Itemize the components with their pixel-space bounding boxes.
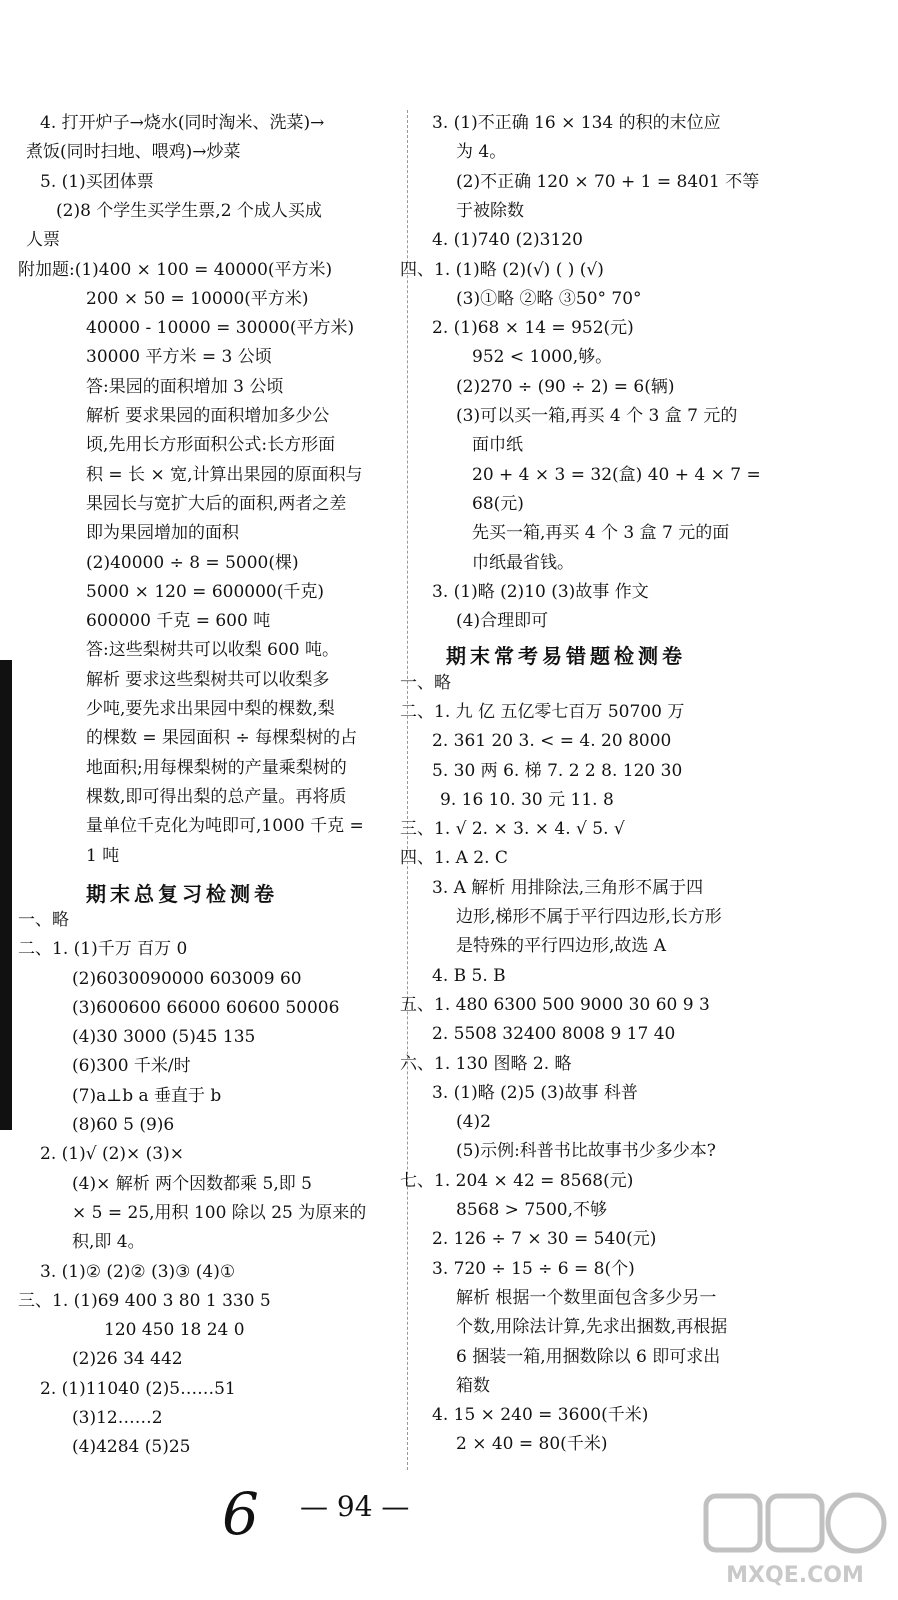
section-heading: 期末常考易错题检测卷 bbox=[446, 644, 686, 669]
left-edge-bar bbox=[0, 660, 12, 1130]
text-line: 三、1. √ 2. × 3. × 4. √ 5. √ bbox=[400, 819, 625, 840]
text-line: 六、1. 130 图略 2. 略 bbox=[400, 1053, 572, 1074]
text-line: 边形,梯形不属于平行四边形,长方形 bbox=[456, 907, 722, 928]
text-line: 40000 - 10000 = 30000(平方米) bbox=[86, 318, 355, 339]
text-line: 4. (1)740 (2)3120 bbox=[432, 230, 583, 251]
text-line: 积 = 长 × 宽,计算出果园的原面积与 bbox=[86, 464, 363, 485]
text-line: 四、1. A 2. C bbox=[400, 848, 508, 869]
watermark-logo bbox=[700, 1488, 890, 1592]
text-line: (2)6030090000 603009 60 bbox=[72, 968, 302, 989]
text-line: 20 + 4 × 3 = 32(盒) 40 + 4 × 7 = bbox=[472, 464, 761, 485]
text-line: (3)①略 ②略 ③50° 70° bbox=[456, 288, 642, 309]
text-line: 5. 30 两 6. 梯 7. 2 2 8. 120 30 bbox=[432, 760, 683, 781]
page-number: — 94 — bbox=[300, 1490, 410, 1523]
text-line: (2)26 34 442 bbox=[72, 1349, 183, 1370]
text-line: 68(元) bbox=[472, 493, 524, 514]
text-line: 为 4。 bbox=[456, 142, 507, 163]
text-line: 解析 根据一个数里面包含多少另一 bbox=[456, 1287, 717, 1308]
text-line: 4. B 5. B bbox=[432, 965, 506, 986]
text-line: 600000 千克 = 600 吨 bbox=[86, 611, 271, 632]
text-line: 3. (1)不正确 16 × 134 的积的末位应 bbox=[432, 113, 721, 133]
text-line: 952 < 1000,够。 bbox=[472, 347, 613, 368]
handwritten-mark: 6 bbox=[222, 1480, 259, 1548]
text-line: 即为果园增加的面积 bbox=[86, 523, 239, 544]
text-line: (2)8 个学生买学生票,2 个成人买成 bbox=[56, 200, 322, 221]
text-line: 3. (1)略 (2)10 (3)故事 作文 bbox=[432, 581, 649, 602]
text-line: 解析 要求果园的面积增加多少公 bbox=[86, 406, 330, 426]
text-line: 箱数 bbox=[456, 1375, 490, 1396]
text-line: (3)可以买一箱,再买 4 个 3 盒 7 元的 bbox=[456, 406, 738, 426]
text-line: (4)× 解析 两个因数都乘 5,即 5 bbox=[72, 1173, 312, 1194]
text-line: (5)示例:科普书比故事书少多少本? bbox=[456, 1141, 716, 1162]
text-line: 附加题:(1)400 × 100 = 40000(平方米) bbox=[18, 259, 333, 280]
text-line: 四、1. (1)略 (2)(√) ( ) (√) bbox=[400, 259, 604, 280]
text-line: 七、1. 204 × 42 = 8568(元) bbox=[400, 1170, 634, 1191]
text-line: (4)合理即可 bbox=[456, 611, 549, 632]
text-line: (2)270 ÷ (90 ÷ 2) = 6(辆) bbox=[456, 376, 675, 397]
section-heading: 期末总复习检测卷 bbox=[86, 881, 278, 906]
text-line: 是特殊的平行四边形,故选 A bbox=[456, 936, 667, 957]
text-line: 5000 × 120 = 600000(千克) bbox=[86, 581, 324, 602]
text-line: 果园长与宽扩大后的面积,两者之差 bbox=[86, 493, 347, 514]
text-line: 4. 打开炉子→烧水(同时淘米、洗菜)→ bbox=[40, 113, 325, 133]
text-line: 1 吨 bbox=[86, 845, 120, 866]
text-line: 2. (1)68 × 14 = 952(元) bbox=[432, 318, 634, 339]
text-line: (2)40000 ÷ 8 = 5000(棵) bbox=[86, 552, 299, 573]
text-line: 顷,先用长方形面积公式:长方形面 bbox=[86, 435, 336, 456]
text-line: 2. (1)√ (2)× (3)× bbox=[40, 1144, 184, 1165]
text-line: 少吨,要先求出果园中梨的棵数,梨 bbox=[86, 699, 335, 719]
text-line: 巾纸最省钱。 bbox=[472, 552, 574, 573]
text-line: 答:这些梨树共可以收梨 600 吨。 bbox=[86, 640, 339, 661]
text-line: 解析 要求这些梨树共可以收梨多 bbox=[86, 669, 330, 690]
text-line: 4. 15 × 240 = 3600(千米) bbox=[432, 1405, 649, 1426]
text-line: 五、1. 480 6300 500 9000 30 60 9 3 bbox=[400, 994, 710, 1015]
text-line: 2. 126 ÷ 7 × 30 = 540(元) bbox=[432, 1229, 657, 1250]
text-line: (4)30 3000 (5)45 135 bbox=[72, 1027, 256, 1048]
text-line: 答:果园的面积增加 3 公顷 bbox=[86, 376, 284, 397]
text-line: 棵数,即可得出梨的总产量。再将质 bbox=[86, 786, 347, 807]
text-line: 2 × 40 = 80(千米) bbox=[456, 1434, 608, 1455]
text-line: 3. (1)略 (2)5 (3)故事 科普 bbox=[432, 1082, 638, 1103]
text-line: (2)不正确 120 × 70 + 1 = 8401 不等 bbox=[456, 171, 760, 192]
text-line: 的棵数 = 果园面积 ÷ 每棵梨树的占 bbox=[86, 728, 358, 749]
text-line: (4)4284 (5)25 bbox=[72, 1437, 191, 1458]
text-line: (3)12……2 bbox=[72, 1408, 163, 1429]
text-line: 地面积;用每棵梨树的产量乘梨树的 bbox=[86, 757, 347, 778]
text-line: 面巾纸 bbox=[472, 435, 523, 456]
text-line: 2. 5508 32400 8008 9 17 40 bbox=[432, 1024, 676, 1045]
text-line: (8)60 5 (9)6 bbox=[72, 1115, 175, 1136]
text-line: 2. 361 20 3. < = 4. 20 8000 bbox=[432, 731, 672, 752]
text-line: 9. 16 10. 30 元 11. 8 bbox=[440, 789, 614, 810]
text-line: 一、略 bbox=[400, 672, 451, 693]
text-line: 二、1. (1)千万 百万 0 bbox=[18, 939, 188, 960]
text-line: 一、略 bbox=[18, 909, 69, 930]
text-line: 120 450 18 24 0 bbox=[104, 1320, 245, 1341]
text-line: 30000 平方米 = 3 公顷 bbox=[86, 347, 272, 368]
text-line: 3. A 解析 用排除法,三角形不属于四 bbox=[432, 877, 704, 898]
text-line: 积,即 4。 bbox=[72, 1232, 145, 1253]
column-separator bbox=[407, 110, 408, 1470]
text-line: (7)a⊥b a 垂直于 b bbox=[72, 1085, 222, 1106]
watermark-graphic bbox=[700, 1488, 890, 1568]
text-line: (4)2 bbox=[456, 1112, 491, 1133]
text-line: × 5 = 25,用积 100 除以 25 为原来的 bbox=[72, 1202, 367, 1223]
text-line: 先买一箱,再买 4 个 3 盒 7 元的面 bbox=[472, 523, 730, 544]
text-line: 3. 720 ÷ 15 ÷ 6 = 8(个) bbox=[432, 1258, 635, 1279]
text-line: 个数,用除法计算,先求出捆数,再根据 bbox=[456, 1317, 728, 1338]
text-line: 2. (1)11040 (2)5……51 bbox=[40, 1378, 236, 1399]
text-line: 6 捆装一箱,用捆数除以 6 即可求出 bbox=[456, 1346, 721, 1367]
text-line: 于被除数 bbox=[456, 200, 524, 221]
text-line: 3. (1)② (2)② (3)③ (4)① bbox=[40, 1261, 236, 1282]
text-line: 人票 bbox=[26, 230, 60, 251]
text-line: 二、1. 九 亿 五亿零七百万 50700 万 bbox=[400, 701, 685, 722]
text-line: 8568 > 7500,不够 bbox=[456, 1200, 607, 1221]
watermark-text: MXQE.COM bbox=[726, 1563, 864, 1588]
text-line: 量单位千克化为吨即可,1000 千克 = bbox=[86, 816, 364, 837]
text-line: 200 × 50 = 10000(平方米) bbox=[86, 288, 309, 309]
text-line: (6)300 千米/时 bbox=[72, 1056, 191, 1077]
text-line: 5. (1)买团体票 bbox=[40, 171, 154, 192]
text-line: 煮饭(同时扫地、喂鸡)→炒菜 bbox=[26, 142, 241, 163]
text-line: (3)600600 66000 60600 50006 bbox=[72, 997, 340, 1018]
text-line: 三、1. (1)69 400 3 80 1 330 5 bbox=[18, 1290, 271, 1311]
